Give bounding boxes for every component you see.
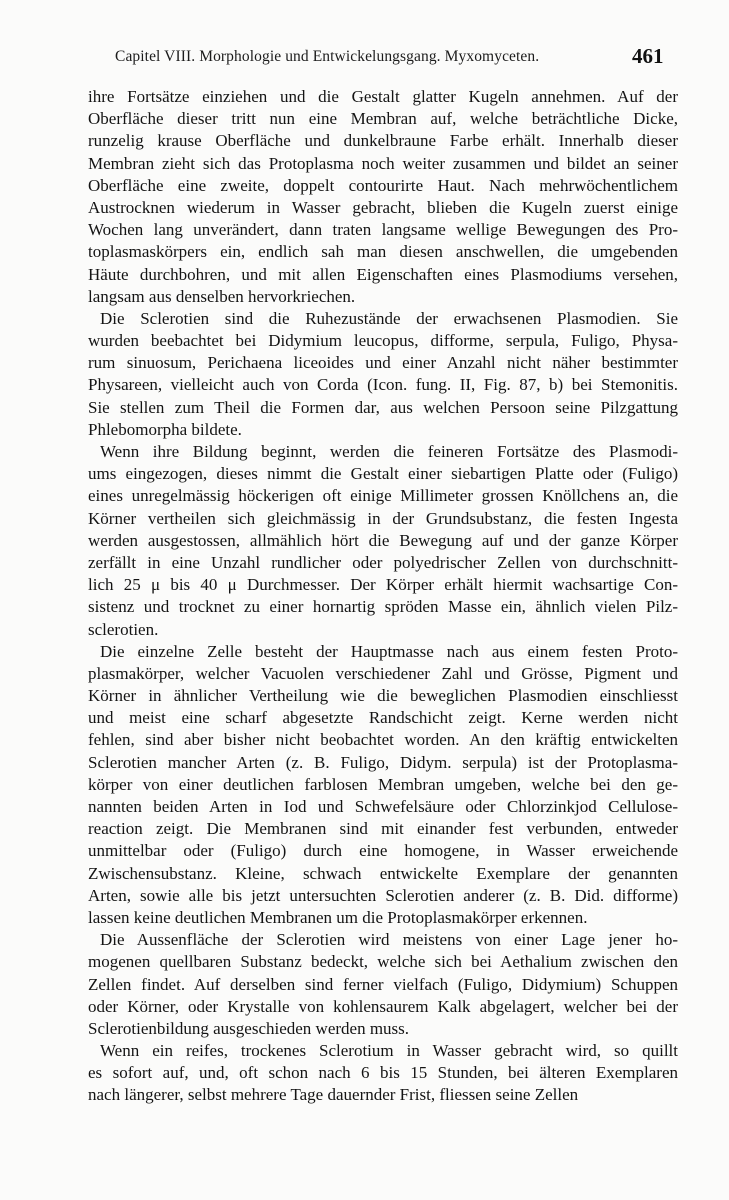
paragraph	[88, 441, 678, 641]
text-line: Häute durchbohren, und mit allen Eigenschaften eines Plasmodiums versehen,	[88, 264, 678, 284]
text-line: Physareen, vielleicht auch von Corda (Icon. fung. II, Fig. 87, b) bei Stemonitis.	[88, 375, 678, 395]
text-line: Die Aussenfläche der Sclerotien wird meistens von einer Lage jener ho-	[100, 930, 678, 950]
paragraph	[88, 1040, 678, 1107]
text-line: Die Sclerotien sind die Ruhezustände der erwachsenen Plasmodien. Sie	[100, 308, 678, 328]
running-head	[0, 44, 729, 70]
text-line: sistenz und trocknet zu einer hornartig spröden Masse ein, ähnlich vielen Pilz-	[88, 597, 678, 617]
text-line: zerfällt in eine Unzahl rundlicher oder polyedrischer Zellen von durchschnitt-	[88, 552, 678, 572]
text-line: Oberfläche dieser tritt nun eine Membran auf, welche beträchtliche Dicke,	[88, 109, 678, 129]
text-line: plasmakörper, welcher Vacuolen verschiedener Zahl und Grösse, Pigment und	[88, 663, 678, 683]
text-line: sclerotien.	[88, 619, 159, 639]
text-line: runzelig krause Oberfläche und dunkelbraune Farbe erhält. Innerhalb dieser	[88, 131, 678, 151]
text-line: werden ausgestossen, allmählich hört die Bewegung auf und der ganze Körper	[88, 530, 678, 550]
text-line: Phlebomorpha bildete.	[88, 419, 242, 439]
text-line: körper von einer deutlichen farblosen Membran umgeben, welche bei den ge-	[88, 774, 678, 794]
paragraph	[88, 641, 678, 929]
text-line: oder Körner, oder Krystalle von kohlensaurem Kalk abgelagert, welcher bei der	[88, 996, 678, 1016]
text-line: eines unregelmässig höckerigen oft einige Millimeter grossen Knöllchens an, die	[88, 486, 678, 506]
running-title: Capitel VIII. Morphologie und Entwickelungsgang. Myxomyceten.	[115, 48, 540, 65]
text-line: rum sinuosum, Perichaena liceoides und einer Anzahl nicht näher bestimmter	[88, 353, 678, 373]
text-line: Arten, sowie alle bis jetzt untersuchten Sclerotien anderer (z. B. Did. difforme)	[88, 885, 678, 905]
text-line: Wenn ihre Bildung beginnt, werden die feineren Fortsätze des Plasmodi-	[100, 442, 678, 461]
text-line: lassen keine deutlichen Membranen um die Protoplasmakörper erkennen.	[88, 907, 588, 927]
text-line: und meist eine scharf abgesetzte Randschicht zeigt. Kerne werden nicht	[88, 708, 678, 728]
page-number: 461	[632, 44, 664, 68]
text-line: Sclerotienbildung ausgeschieden werden muss.	[88, 1018, 410, 1038]
text-line: ihre Fortsätze einziehen und die Gestalt glatter Kugeln annehmen. Auf der	[88, 87, 678, 106]
text-line: toplasmaskörpers ein, endlich sah man diesen anschwellen, die umgebenden	[88, 242, 678, 262]
text-line: Zellen findet. Auf derselben sind ferner vielfach (Fuligo, Didymium) Schuppen	[88, 974, 678, 994]
text-line: Die einzelne Zelle besteht der Hauptmasse nach aus einem festen Proto-	[100, 641, 678, 661]
text-line: Wochen lang unverändert, dann traten langsame wellige Bewegungen des Pro-	[88, 220, 678, 240]
text-line: wurden beebachtet bei Didymium leucopus, difforme, serpula, Fuligo, Physa-	[88, 331, 678, 351]
text-line: Austrocknen wiederum in Wasser gebracht, blieben die Kugeln zuerst einige	[88, 197, 678, 217]
text-line: nannten beiden Arten in Iod und Schwefelsäure oder Chlorzinkjod Cellulose-	[88, 797, 678, 816]
text-line: Zwischensubstanz. Kleine, schwach entwickelte Exemplare der genannten	[88, 863, 678, 883]
text-line: lich 25 μ bis 40 μ Durchmesser. Der Körper erhält hiermit wachsartige Con-	[88, 575, 678, 595]
text-line: Oberfläche eine zweite, doppelt contourirte Haut. Nach mehrwöchentlichem	[88, 175, 678, 195]
text-line: Körner in ähnlicher Vertheilung wie die beweglichen Plasmodien einschliesst	[88, 686, 678, 706]
text-line: Sie stellen zum Theil die Formen dar, aus welchen Persoon seine Pilzgattung	[88, 397, 678, 417]
text-line: Membran zieht sich das Protoplasma noch weiter zusammen und bildet an seiner	[88, 153, 678, 173]
paragraph	[88, 929, 678, 1040]
text-line: es sofort auf, und, oft schon nach 6 bis 15 Stunden, bei älteren Exemplaren	[88, 1063, 678, 1083]
text-line: Wenn ein reifes, trockenes Sclerotium in Wasser gebracht wird, so quillt	[100, 1041, 678, 1061]
text-line: fehlen, sind aber bisher nicht beobachtet worden. An den kräftig entwickelten	[88, 730, 678, 750]
text-line: nach längerer, selbst mehrere Tage dauernder Frist, fliessen seine Zellen	[88, 1085, 579, 1105]
text-line: Sclerotien mancher Arten (z. B. Fuligo, Didym. serpula) ist der Protoplasma-	[88, 752, 678, 772]
paragraph	[88, 308, 678, 441]
text-line: ums eingezogen, dieses nimmt die Gestalt einer siebartigen Platte oder (Fuligo)	[88, 464, 678, 484]
text-line: Körner vertheilen sich gleichmässig in der Grundsubstanz, die festen Ingesta	[88, 508, 678, 528]
text-line: langsam aus denselben hervorkriechen.	[88, 286, 356, 306]
body-text	[88, 86, 678, 1107]
paragraph	[88, 86, 678, 308]
text-line: unmittelbar oder (Fuligo) durch eine homogene, in Wasser erweichende	[88, 841, 678, 861]
text-line: reaction zeigt. Die Membranen sind mit einander fest verbunden, entweder	[88, 819, 678, 839]
text-line: mogenen quellbaren Substanz bedeckt, welche sich bei Aethalium zwischen den	[88, 952, 678, 972]
